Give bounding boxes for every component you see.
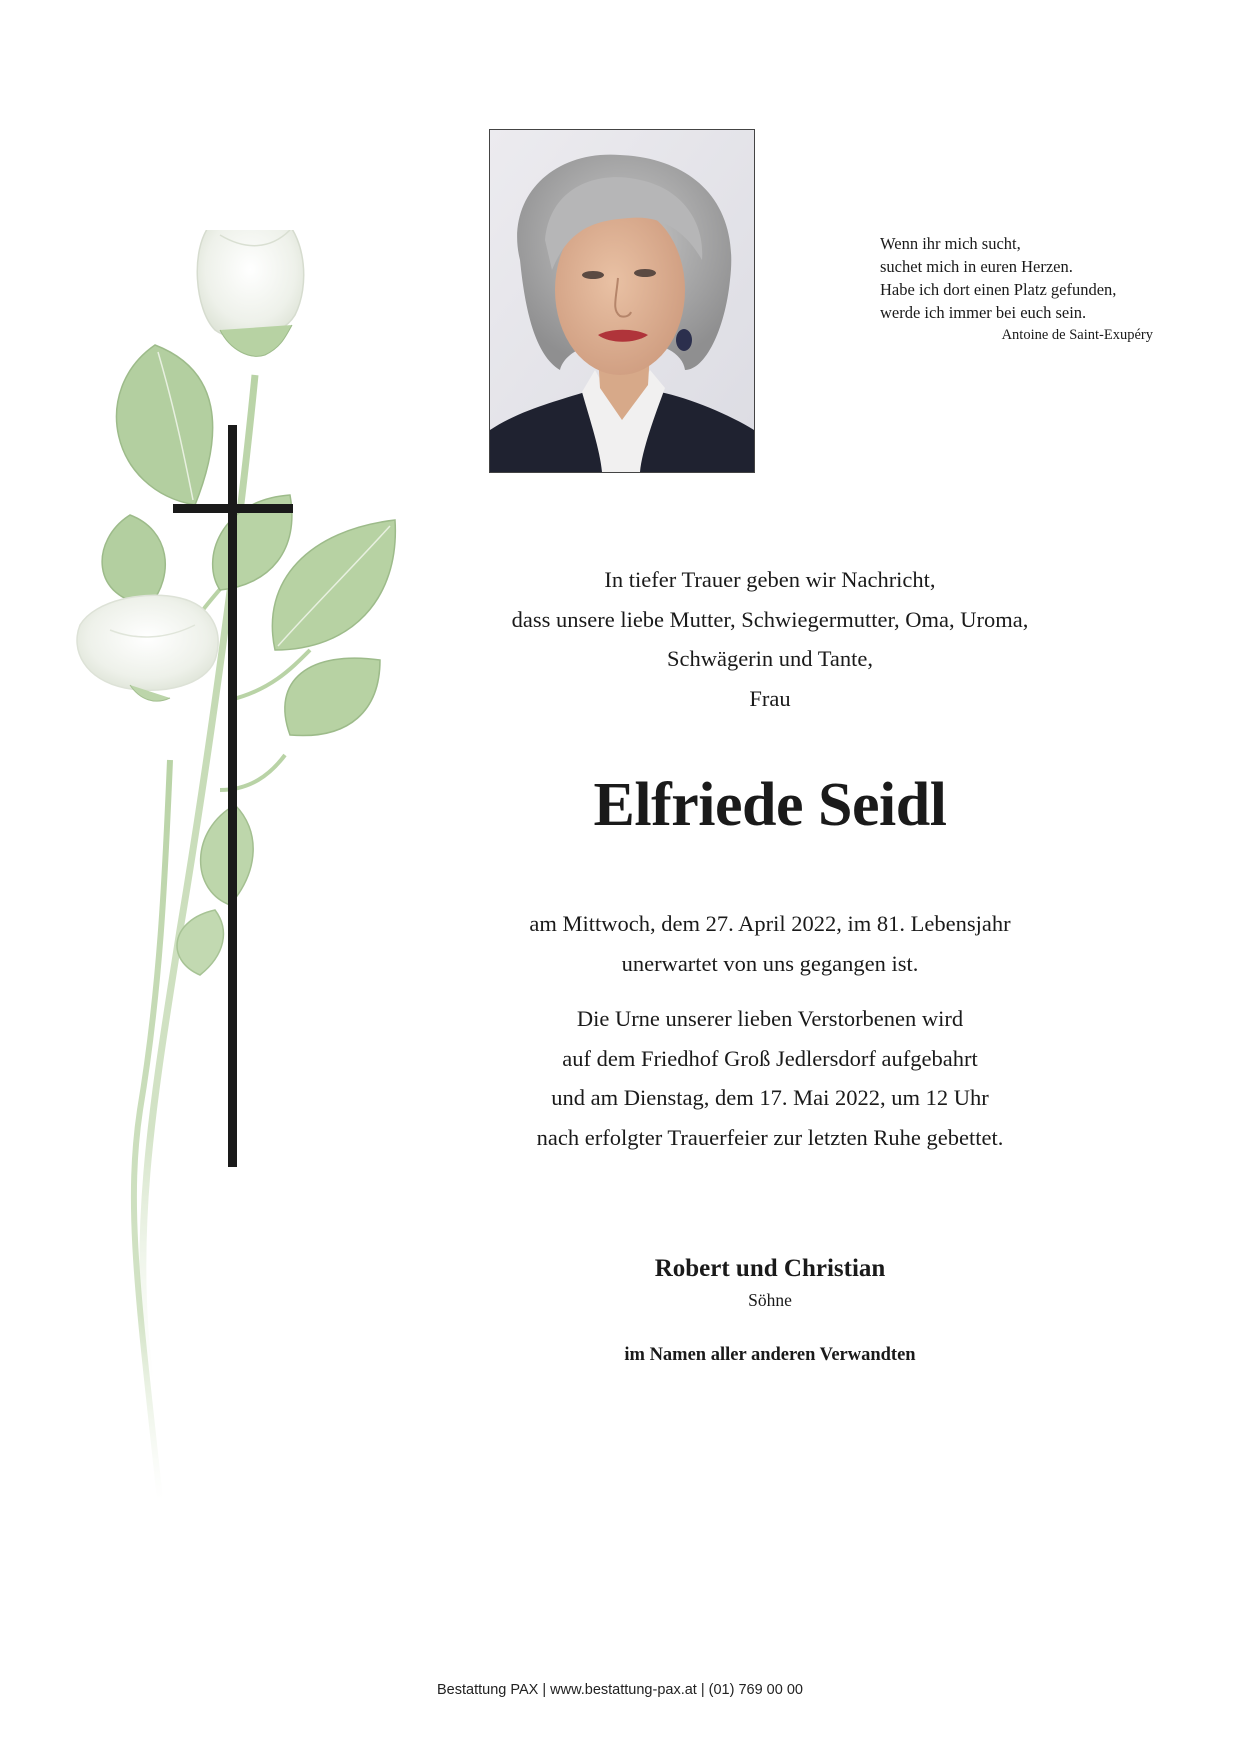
- leaf-5: [285, 658, 380, 735]
- leaf-1: [117, 345, 213, 505]
- leaf-6: [201, 805, 254, 905]
- memorial-quote: [880, 232, 1170, 347]
- intro-line: dass unsere liebe Mutter, Schwiegermutter, Oma, Uroma,: [511, 606, 1029, 632]
- rose-bloom: [77, 595, 218, 690]
- funeral-line: Die Urne unserer lieben Verstorbenen wird: [576, 1006, 964, 1031]
- intro-line: Frau: [749, 685, 791, 711]
- death-line: unerwartet von uns gegangen ist.: [621, 950, 919, 976]
- announcement-intro: [440, 560, 1100, 718]
- mourner-relation: Söhne: [748, 1290, 792, 1310]
- cross-icon-bar: [173, 504, 293, 513]
- quote-line: Wenn ihr mich sucht,: [880, 234, 1021, 253]
- quote-line: suchet mich in euren Herzen.: [880, 257, 1073, 276]
- quote-author: Antoine de Saint-Exupéry: [1001, 327, 1153, 343]
- death-line: am Mittwoch, dem 27. April 2022, im 81. Lebensjahr: [529, 911, 1011, 936]
- mourner-names: Robert und Christian: [654, 1255, 886, 1282]
- intro-line: Schwägerin und Tante,: [666, 646, 874, 671]
- funeral-line: auf dem Friedhof Groß Jedlersdorf aufgebahrt: [562, 1045, 978, 1071]
- leaf-3: [102, 515, 165, 605]
- death-notice: [440, 904, 1100, 983]
- quote-line: werde ich immer bei euch sein.: [880, 303, 1087, 322]
- quote-line: Habe ich dort einen Platz gefunden,: [880, 280, 1117, 299]
- footer-contact: Bestattung PAX | www.bestattung-pax.at | (01) 769 00 00: [437, 1682, 803, 1698]
- deceased-name: Elfriede Seidl: [593, 771, 947, 839]
- cross-icon: [228, 425, 237, 1167]
- intro-line: In tiefer Trauer geben wir Nachricht,: [604, 567, 936, 592]
- white-rose-illustration: [70, 230, 420, 1510]
- funeral-details: [440, 999, 1100, 1157]
- other-relatives: im Namen aller anderen Verwandten: [624, 1345, 916, 1365]
- portrait-photo: [489, 129, 755, 473]
- funeral-line: und am Dienstag, dem 17. Mai 2022, um 12 Uhr: [551, 1085, 989, 1110]
- funeral-line: nach erfolgter Trauerfeier zur letzten Ruhe gebettet.: [536, 1124, 1004, 1150]
